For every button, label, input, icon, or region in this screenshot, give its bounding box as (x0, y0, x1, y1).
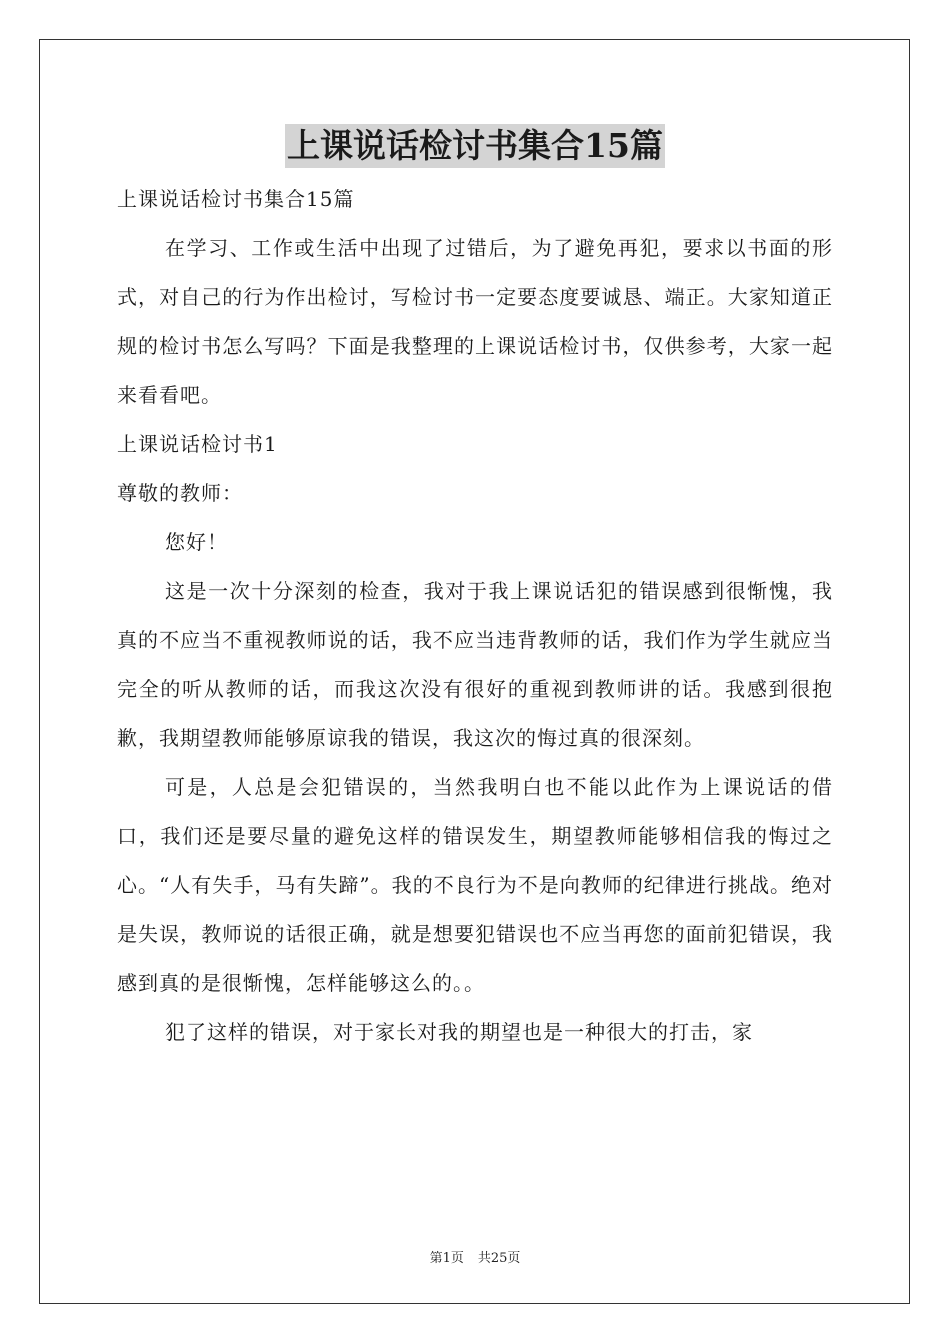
intro-paragraph: 在学习、工作或生活中出现了过错后，为了避免再犯，要求以书面的形式，对自己的行为作出检讨，写检讨书一定要态度要诚恳、端正。大家知道正规的检讨书怎么写吗？下面是我整理的上课说话检讨书，仅供参考，大家一起来看看吧。 (117, 236, 833, 407)
salutation: 尊敬的教师： (117, 481, 243, 505)
body-paragraph: 这是一次十分深刻的检查，我对于我上课说话犯的错误感到很惭愧，我真的不应当不重视教师说的话，我不应当违背教师的话，我们作为学生就应当完全的听从教师的话，而我这次没有很好的重视到教师讲的话。我感到很抱歉，我期望教师能够原谅我的错误，我这次的悔过真的很深刻。 (117, 579, 833, 750)
title-container (0, 124, 950, 168)
document-body (117, 175, 833, 1057)
document-title: 上课说话检讨书集合15篇 (285, 124, 665, 168)
body-paragraph: 可是，人总是会犯错误的，当然我明白也不能以此作为上课说话的借口，我们还是要尽量的避免这样的错误发生，期望教师能够相信我的悔过之心。“人有失手，马有失蹄”。我的不良行为不是向教师的纪律进行挑战。绝对是失误，教师说的话很正确，就是想要犯错误也不应当再您的面前犯错误，我感到真的是很惭愧，怎样能够这么的。。 (117, 775, 833, 995)
section-heading: 上课说话检讨书1 (117, 432, 278, 456)
page-number: 第1页 (429, 1251, 464, 1266)
body-paragraph: 犯了这样的错误，对于家长对我的期望也是一种很大的打击，家 (165, 1020, 753, 1044)
page-total: 共25页 (477, 1251, 521, 1266)
subtitle-paragraph: 上课说话检讨书集合15篇 (117, 187, 355, 211)
page-footer (0, 1247, 950, 1266)
greeting: 您好！ (165, 530, 228, 554)
